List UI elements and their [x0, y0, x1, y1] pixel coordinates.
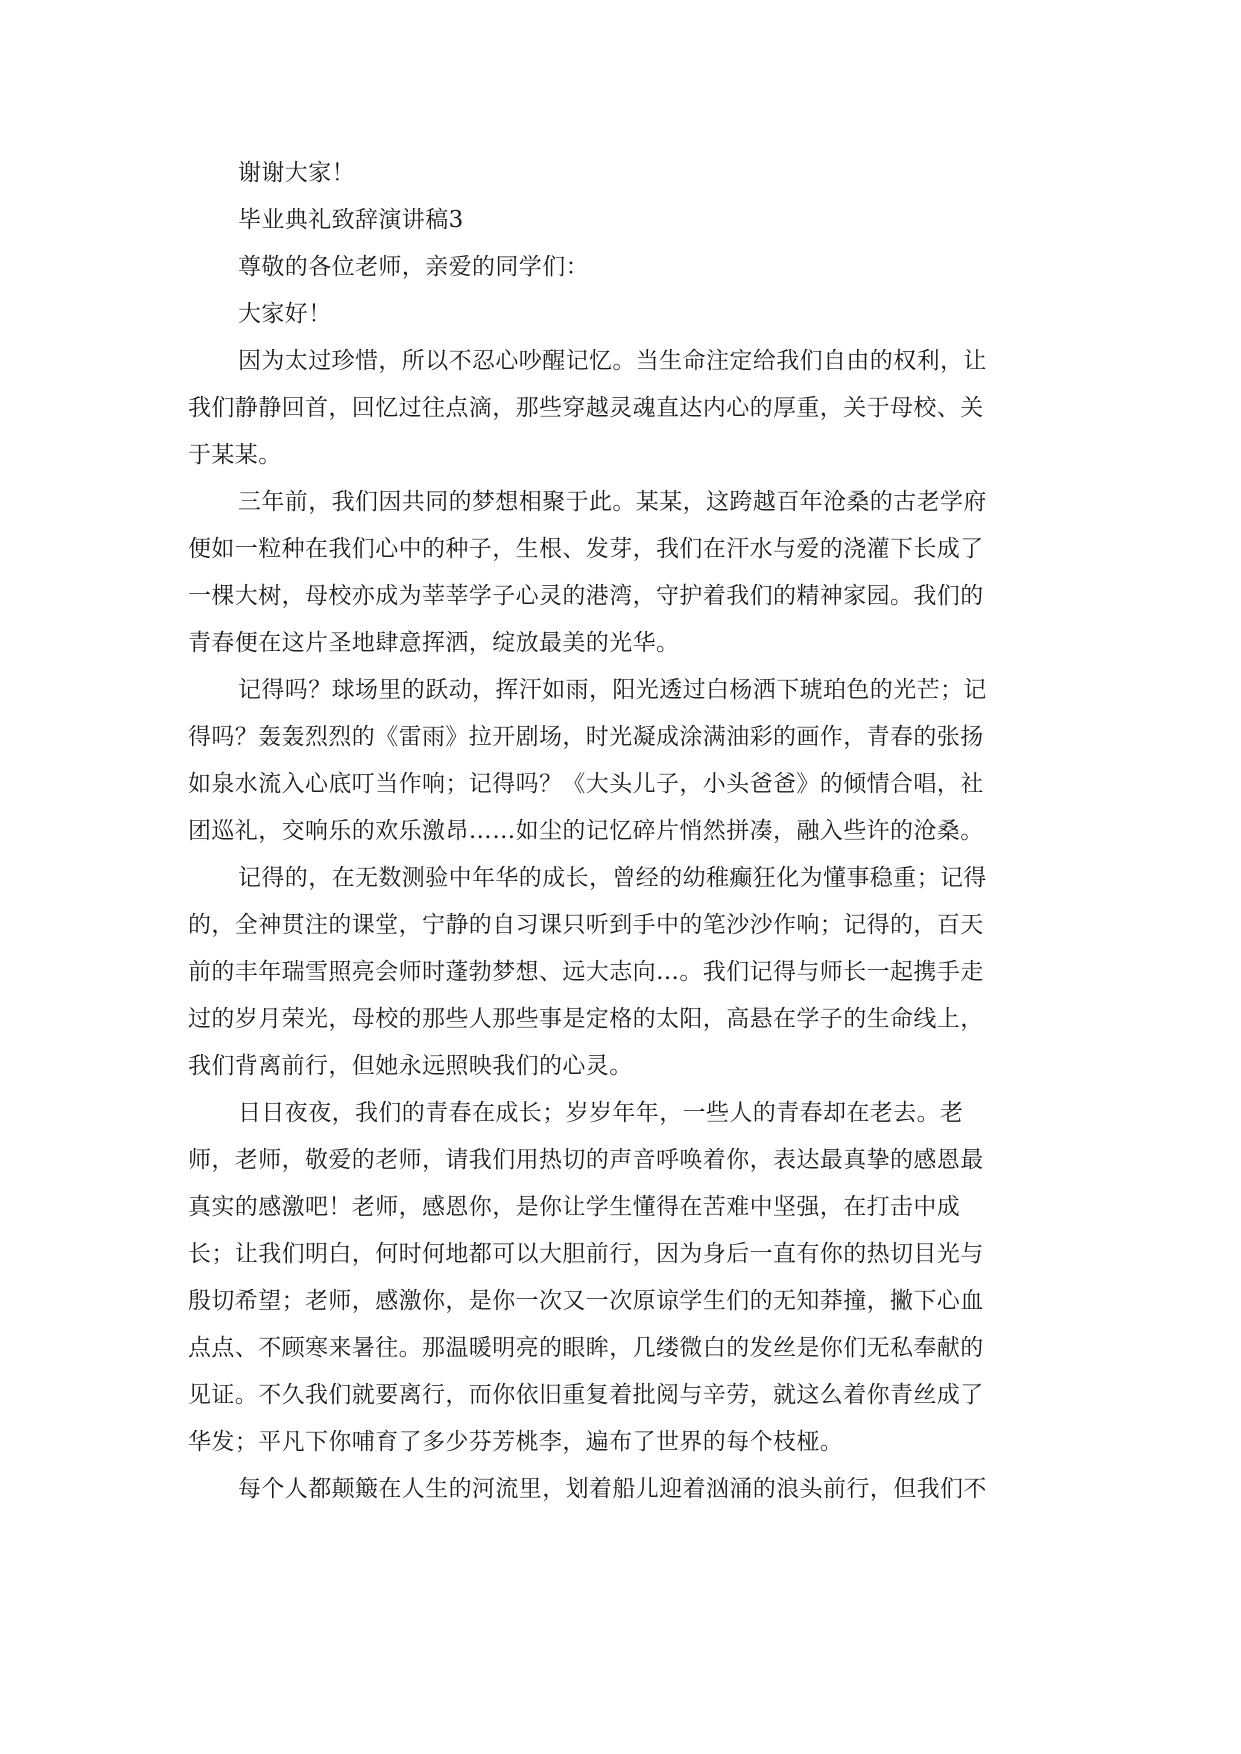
text-line: 华发；平凡下你哺育了多少芬芳桃李，遍布了世界的每个枝桠。 — [188, 1429, 844, 1455]
text-line: 得吗？轰轰烈烈的《雷雨》拉开剧场，时光凝成涂满油彩的画作，青春的张扬 — [188, 724, 984, 750]
text-line: 日日夜夜，我们的青春在成长；岁岁年年，一些人的青春却在老去。老 — [238, 1100, 964, 1126]
text-line: 见证。不久我们就要离行，而你依旧重复着批阅与辛劳，就这么着你青丝成了 — [188, 1382, 984, 1408]
text-line: 因为太过珍惜，所以不忍心吵醒记忆。当生命注定给我们自由的权利，让 — [238, 348, 987, 374]
text-line: 毕业典礼致辞演讲稿3 — [238, 207, 464, 233]
text-line: 便如一粒种在我们心中的种子，生根、发芽，我们在汗水与爱的浇灌下长成了 — [188, 536, 984, 562]
text-line: 真实的感激吧！老师，感恩你，是你让学生懂得在苦难中坚强，在打击中成 — [188, 1194, 961, 1220]
text-line: 的，全神贯注的课堂，宁静的自习课只听到手中的笔沙沙作响；记得的，百天 — [188, 912, 984, 938]
text-line: 三年前，我们因共同的梦想相聚于此。某某，这跨越百年沧桑的古老学府 — [238, 489, 987, 515]
text-line: 记得吗？球场里的跃动，挥汗如雨，阳光透过白杨洒下琥珀色的光芒；记 — [238, 677, 987, 703]
text-line: 一棵大树，母校亦成为莘莘学子心灵的港湾，守护着我们的精神家园。我们的 — [188, 583, 984, 609]
text-line: 前的丰年瑞雪照亮会师时蓬勃梦想、远大志向…。我们记得与师长一起携手走 — [188, 959, 984, 985]
text-line: 长；让我们明白，何时何地都可以大胆前行，因为身后一直有你的热切目光与 — [188, 1241, 984, 1267]
document-body — [188, 158, 1053, 1521]
document-page — [188, 158, 1053, 1521]
text-line: 师，老师，敬爱的老师，请我们用热切的声音呼唤着你，表达最真挚的感恩最 — [188, 1147, 984, 1173]
text-line: 团巡礼，交响乐的欢乐激昂……如尘的记忆碎片悄然拼凑，融入些许的沧桑。 — [188, 818, 984, 844]
text-line: 记得的，在无数测验中年华的成长，曾经的幼稚癫狂化为懂事稳重；记得 — [238, 865, 987, 891]
text-line: 于某某。 — [188, 442, 282, 468]
text-line: 如泉水流入心底叮当作响；记得吗？《大头儿子，小头爸爸》的倾情合唱，社 — [188, 771, 984, 797]
text-line: 点点、不顾寒来暑往。那温暖明亮的眼眸，几缕微白的发丝是你们无私奉献的 — [188, 1335, 984, 1361]
text-line: 我们静静回首，回忆过往点滴，那些穿越灵魂直达内心的厚重，关于母校、关 — [188, 395, 984, 421]
text-line: 谢谢大家！ — [238, 160, 355, 186]
text-line: 每个人都颠簸在人生的河流里，划着船儿迎着汹涌的浪头前行，但我们不 — [238, 1476, 987, 1502]
text-line: 殷切希望；老师，感激你，是你一次又一次原谅学生们的无知莽撞，撇下心血 — [188, 1288, 984, 1314]
text-line: 尊敬的各位老师，亲爱的同学们： — [238, 254, 589, 280]
text-line: 青春便在这片圣地肆意挥洒，绽放最美的光华。 — [188, 630, 680, 656]
text-line: 过的岁月荣光，母校的那些人那些事是定格的太阳，高悬在学子的生命线上， — [188, 1006, 984, 1032]
text-line: 大家好！ — [238, 301, 332, 327]
text-line: 我们背离前行，但她永远照映我们的心灵。 — [188, 1053, 633, 1079]
